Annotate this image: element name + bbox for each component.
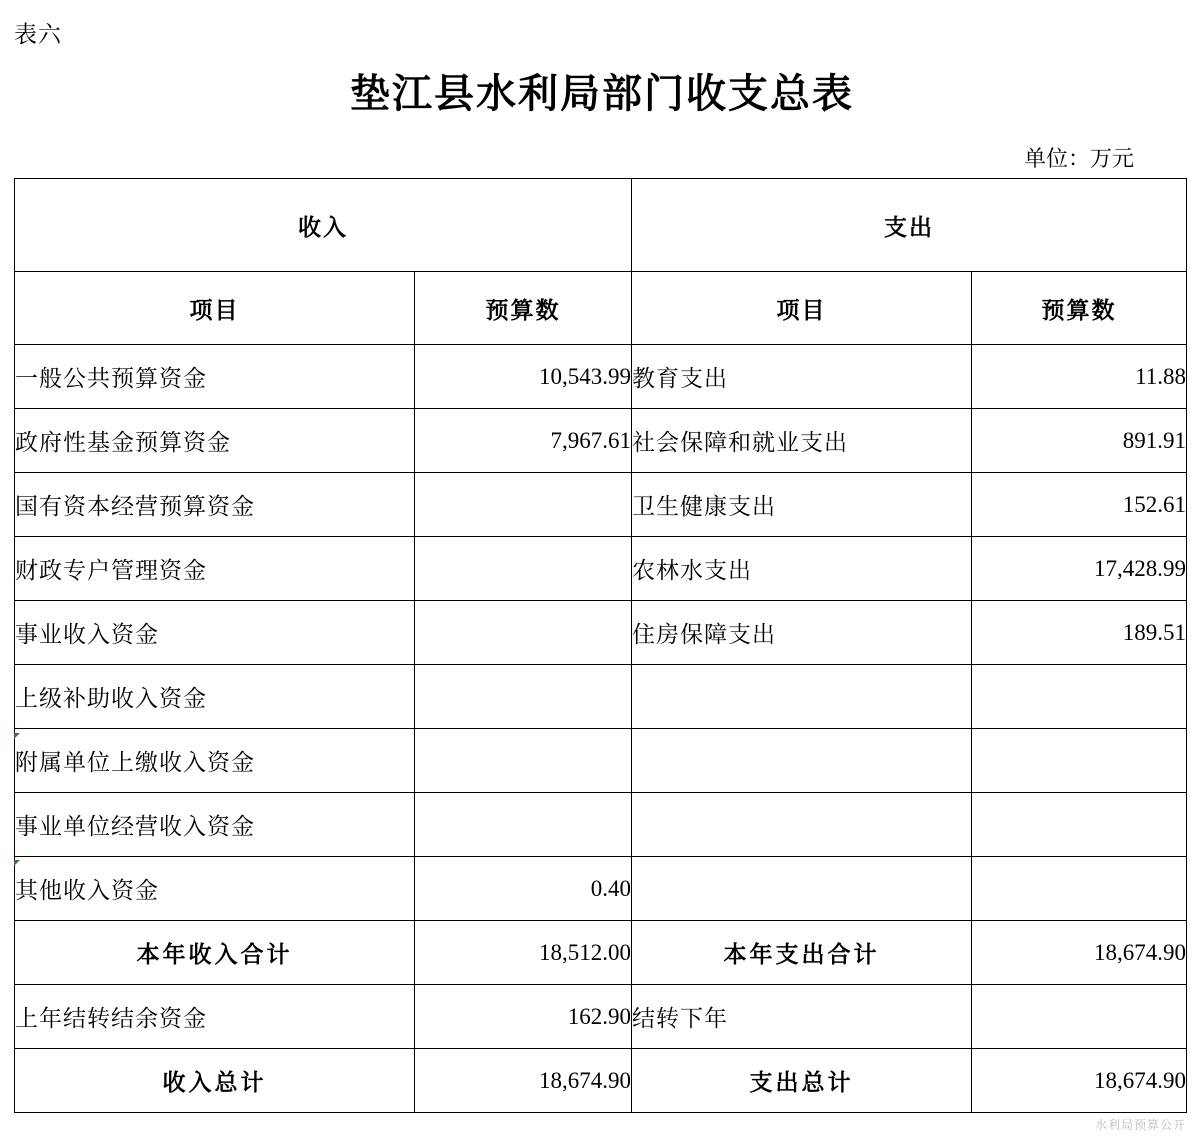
expenditure-item-label: 卫生健康支出 — [632, 473, 972, 537]
income-subtotal-label: 本年收入合计 — [15, 921, 415, 985]
expenditure-item-label — [632, 729, 972, 793]
expenditure-item-value — [972, 857, 1187, 921]
table-row-subtotal — [15, 921, 1187, 985]
table-row — [15, 857, 1187, 921]
income-item-value — [415, 793, 632, 857]
expenditure-item-value — [972, 793, 1187, 857]
sheet-label: 表六 — [14, 22, 62, 47]
income-subtotal-value: 18,512.00 — [415, 921, 632, 985]
group-header-income: 收入 — [15, 179, 632, 272]
table-row-total — [15, 1049, 1187, 1113]
table-row — [15, 729, 1187, 793]
table-row — [15, 601, 1187, 665]
expenditure-item-value — [972, 729, 1187, 793]
income-item-label: 国有资本经营预算资金 — [15, 473, 415, 537]
expenditure-item-value: 17,428.99 — [972, 537, 1187, 601]
expenditure-item-label — [632, 793, 972, 857]
income-carryover-value: 162.90 — [415, 985, 632, 1049]
income-item-label: 上级补助收入资金 — [15, 665, 415, 729]
income-item-label: 事业收入资金 — [15, 601, 415, 665]
expenditure-item-label: 农林水支出 — [632, 537, 972, 601]
expenditure-total-label: 支出总计 — [632, 1049, 972, 1113]
expenditure-item-label: 社会保障和就业支出 — [632, 409, 972, 473]
income-item-label: 财政专户管理资金 — [15, 537, 415, 601]
income-item-value — [415, 601, 632, 665]
table-row — [15, 473, 1187, 537]
expenditure-subtotal-value: 18,674.90 — [972, 921, 1187, 985]
expenditure-total-value: 18,674.90 — [972, 1049, 1187, 1113]
expenditure-item-value: 891.91 — [972, 409, 1187, 473]
table-group-header-row — [15, 179, 1187, 272]
income-total-label: 收入总计 — [15, 1049, 415, 1113]
group-header-expenditure: 支出 — [632, 179, 1187, 272]
expenditure-item-value: 189.51 — [972, 601, 1187, 665]
income-item-label: 附属单位上缴收入资金 — [15, 729, 415, 793]
income-item-value — [415, 537, 632, 601]
expenditure-carryover-value — [972, 985, 1187, 1049]
expenditure-item-value: 11.88 — [972, 345, 1187, 409]
income-item-value: 7,967.61 — [415, 409, 632, 473]
table-row — [15, 345, 1187, 409]
expenditure-item-label — [632, 857, 972, 921]
page-title: 垫江县水利局部门收支总表 — [350, 71, 854, 116]
income-total-value: 18,674.90 — [415, 1049, 632, 1113]
table-row — [15, 537, 1187, 601]
table-row — [15, 665, 1187, 729]
income-item-value — [415, 473, 632, 537]
income-item-value — [415, 729, 632, 793]
expenditure-item-value — [972, 665, 1187, 729]
column-header-expenditure-budget: 预算数 — [972, 272, 1187, 345]
watermark-text: 水利局预算公开 — [1094, 1118, 1186, 1132]
expenditure-item-label — [632, 665, 972, 729]
table-row — [15, 409, 1187, 473]
expenditure-carryover-label: 结转下年 — [632, 985, 972, 1049]
income-item-value: 10,543.99 — [415, 345, 632, 409]
expenditure-item-label: 住房保障支出 — [632, 601, 972, 665]
income-item-label: 事业单位经营收入资金 — [15, 793, 415, 857]
income-item-label: 其他收入资金 — [15, 857, 415, 921]
column-header-income-item: 项目 — [15, 272, 415, 345]
income-carryover-label: 上年结转结余资金 — [15, 985, 415, 1049]
expenditure-item-value: 152.61 — [972, 473, 1187, 537]
income-item-value: 0.40 — [415, 857, 632, 921]
income-item-label: 一般公共预算资金 — [15, 345, 415, 409]
unit-note: 单位：万元 — [1023, 146, 1134, 171]
table-column-header-row — [15, 272, 1187, 345]
table-row-carryover — [15, 985, 1187, 1049]
expenditure-item-label: 教育支出 — [632, 345, 972, 409]
column-header-income-budget: 预算数 — [415, 272, 632, 345]
budget-summary-table — [14, 178, 1187, 1113]
income-item-value — [415, 665, 632, 729]
expenditure-subtotal-label: 本年支出合计 — [632, 921, 972, 985]
income-item-label: 政府性基金预算资金 — [15, 409, 415, 473]
table-row — [15, 793, 1187, 857]
column-header-expenditure-item: 项目 — [632, 272, 972, 345]
